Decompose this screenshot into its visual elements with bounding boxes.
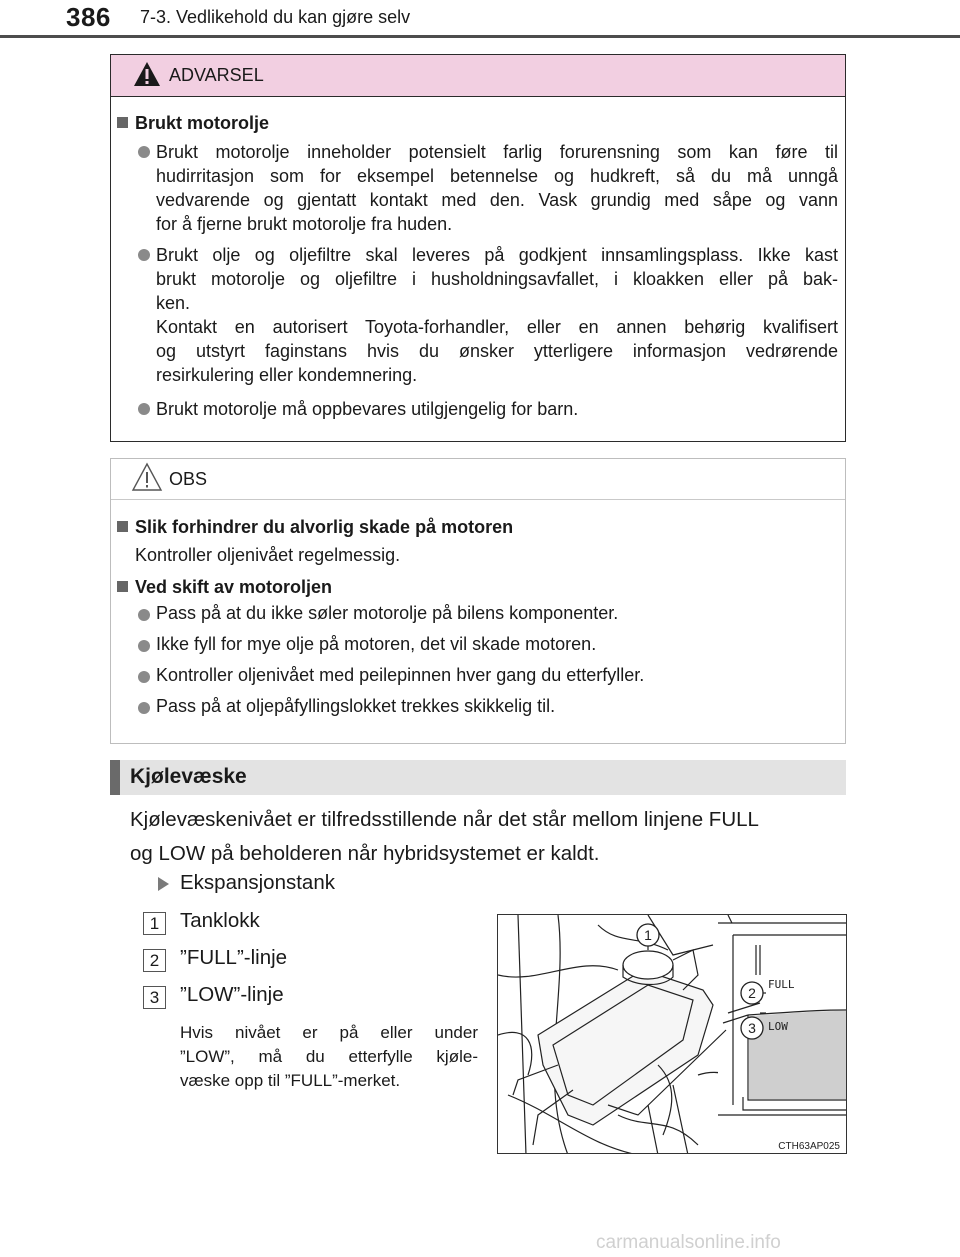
engine-bay-drawing	[498, 915, 847, 1154]
svg-text:1: 1	[644, 927, 652, 943]
svg-text:FULL: FULL	[768, 978, 795, 991]
notice-bullet: Ikke fyll for mye olje på motoren, det vil skade motoren.	[156, 634, 597, 654]
bullet-icon	[138, 249, 150, 261]
callout-number-2: 2	[143, 949, 166, 972]
warning-bullet-1: Brukt motorolje inneholder potensielt farlig forurensning som kan føre til hudirritasjon som for eksempel betennelse og hudkreft, så du må unngå vedvarende og gjentatt kontakt med den. Vask grundig med såpe og vann for å fjerne brukt motorolje fra huden.	[156, 142, 838, 234]
svg-text:3: 3	[748, 1020, 756, 1036]
callout-number-1: 1	[143, 912, 166, 935]
coolant-reservoir-illustration	[497, 914, 847, 1154]
notice-heading-1: Slik forhindrer du alvorlig skade på motoren	[117, 517, 513, 538]
bullet-icon	[138, 640, 150, 652]
coolant-intro: Kjølevæskenivået er tilfredsstillende når det står mellom linjene FULL og LOW på beholderen når hybridsystemet er kaldt.	[130, 808, 759, 865]
notice-bullet: Pass på at du ikke søler motorolje på bilens komponenter.	[156, 603, 619, 623]
svg-text:LOW: LOW	[768, 1020, 788, 1033]
svg-text:2: 2	[748, 985, 756, 1001]
warning-heading: Brukt motorolje	[117, 113, 269, 134]
square-bullet-icon	[117, 117, 128, 128]
notice-text-1: Kontroller oljenivået regelmessig.	[135, 545, 401, 565]
notice-bullet: Pass på at oljepåfyllingslokket trekkes skikkelig til.	[156, 696, 556, 716]
notice-bullet: Kontroller oljenivået med peilepinnen hver gang du etterfyller.	[156, 665, 645, 685]
page-number: 386	[66, 2, 111, 32]
bullet-icon	[138, 671, 150, 683]
item-label-full-line: ”FULL”-linje	[180, 946, 288, 969]
notice-title: OBS	[169, 469, 208, 489]
callout-1-icon	[637, 924, 659, 946]
coolant-note: Hvis nivået er på eller under ”LOW”, må du etterfylle kjøle- væske opp til ”FULL”-merket.	[180, 1023, 478, 1090]
expansion-tank-label: Ekspansjonstank	[180, 871, 335, 894]
warning-bullet-3: Brukt motorolje må oppbevares utilgjengelig for barn.	[156, 399, 579, 419]
bullet-icon	[138, 702, 150, 714]
watermark: carmanualsonline.info	[596, 1232, 781, 1253]
section-header-bar	[110, 760, 846, 795]
bullet-icon	[138, 403, 150, 415]
warning-header	[111, 55, 845, 97]
callout-2-icon	[741, 982, 763, 1004]
header-rule	[0, 35, 960, 38]
warning-triangle-icon	[133, 61, 161, 87]
callout-number-3: 3	[143, 986, 166, 1009]
square-bullet-icon	[117, 521, 128, 532]
warning-bullet-2: Brukt olje og oljefiltre skal leveres på godkjent innsamlingsplass. Ikke kast brukt motorolje og oljefiltre i husholdningsavfallet, i kloakken eller på bak- ken. Kontakt en autorisert Toyota-forhandler, eller en annen behørig kvalifisert og utstyrt faginstans hvis du ønsker ytterligere informasjon vedrørende resirkulering eller kondemnering.	[156, 245, 838, 385]
square-bullet-icon	[117, 581, 128, 592]
item-label-low-line: ”LOW”-linje	[180, 983, 284, 1006]
coolant-section-title: Kjølevæske	[130, 765, 247, 788]
callout-3-icon	[741, 1017, 763, 1039]
notice-heading-2: Ved skift av motoroljen	[117, 577, 332, 598]
section-stripe	[110, 760, 120, 795]
section-title: 7-3. Vedlikehold du kan gjøre selv	[140, 7, 411, 27]
notice-header	[111, 459, 845, 500]
figure-code: CTH63AP025	[778, 1141, 840, 1152]
bullet-icon	[138, 146, 150, 158]
item-label-tank-cap: Tanklokk	[180, 909, 260, 932]
arrow-bullet-icon	[158, 877, 169, 891]
bullet-icon	[138, 609, 150, 621]
warning-title: ADVARSEL	[169, 65, 264, 85]
caution-triangle-icon	[131, 462, 163, 492]
